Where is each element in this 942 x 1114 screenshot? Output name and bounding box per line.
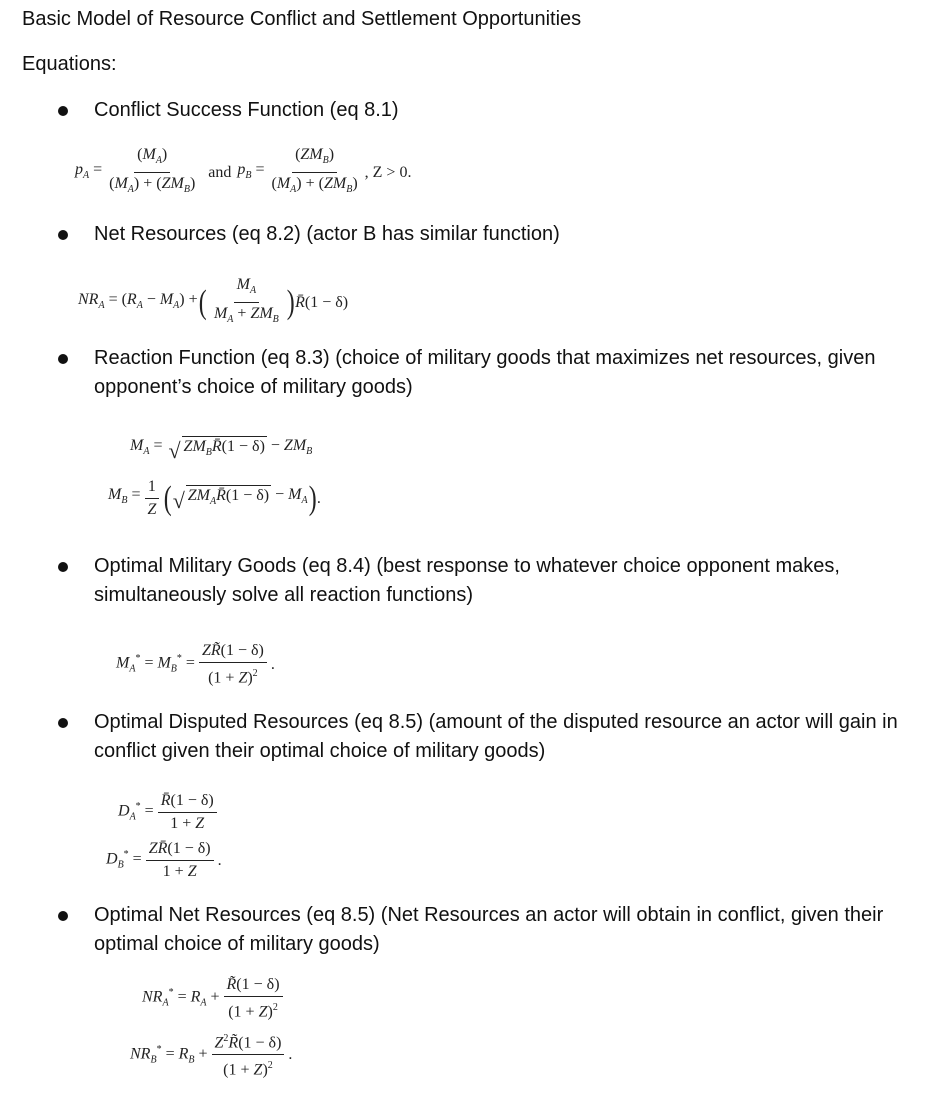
section-heading-8-2: Net Resources (eq 8.2) (actor B has similar function)	[94, 223, 560, 245]
equation-8-5b: $D_B^*$ = $\frac{ZR̄(1 - \delta)}{1 + Z}$ .	[106, 840, 222, 880]
page-title: Basic Model of Resource Conflict and Settlement Opportunities	[22, 8, 582, 30]
bullet-icon	[58, 230, 68, 240]
bullet-icon	[58, 354, 68, 364]
bullet-icon	[58, 911, 68, 921]
equation-8-3b: $M_B$ = $\frac{1}{Z}$ ( √ $ZM_AR̄(1 - \delta)$ − $M_A$ ) .	[108, 478, 321, 518]
equation-8-3a: $M_A$ = √ $ZM_BR̄(1 - \delta)$ − $ZM_B$	[130, 437, 313, 464]
bullet-icon	[58, 718, 68, 728]
and-word: and	[208, 163, 232, 181]
section-heading-8-1: Conflict Success Function (eq 8.1)	[94, 99, 399, 121]
bullet-icon	[58, 106, 68, 116]
equation-8-5a: $D_A^*$ = $\frac{R̄(1 - \delta)}{1 + Z}$	[118, 792, 221, 833]
bullet-icon	[58, 562, 68, 572]
z-condition: , Z > 0.	[364, 163, 412, 181]
section-heading-8-5a: Optimal Disputed Resources (eq 8.5) (amount of the disputed resource an actor will gain in conflict given their optimal choice of military goods)	[94, 711, 898, 762]
equation-8-2: $NR_A = (R_A - M_A)$ + ( $\frac{M_A}{M_A + ZM_B}$ ) R̄(1 − δ)	[78, 276, 349, 326]
equation-8-1: $p_A$ = $\frac{(M_A)}{(M_A) + (ZM_B)}$ and $p_B$ = $\frac{(ZM_B)}{(M_A) + (ZM_B)}$ , Z > 0.	[75, 146, 412, 196]
section-heading-8-4: Optimal Military Goods (eq 8.4) (best response to whatever choice opponent makes, simultaneously solve all reaction functions)	[94, 555, 840, 606]
equation-8-4: $M_A^* = M_B^*$ = $\frac{ZR̃(1 - \delta)}{(1 + Z)^2}$ .	[116, 642, 275, 687]
section-heading-8-5b: Optimal Net Resources (eq 8.5) (Net Resources an actor will obtain in conflict, given their optimal choice of military goods)	[94, 904, 884, 955]
equations-label: Equations:	[22, 53, 117, 75]
equation-8-5c: $NR_A^* = R_A$ + $\frac{R̃(1 - \delta)}{(1 + Z)^2}$	[142, 976, 287, 1021]
section-heading-8-3: Reaction Function (eq 8.3) (choice of military goods that maximizes net resources, given opponent’s choice of military goods)	[94, 347, 876, 398]
equation-8-5d: $NR_B^* = R_B$ + $\frac{Z^2R̃(1 - \delta)}{(1 + Z)^2}$ .	[130, 1030, 292, 1080]
